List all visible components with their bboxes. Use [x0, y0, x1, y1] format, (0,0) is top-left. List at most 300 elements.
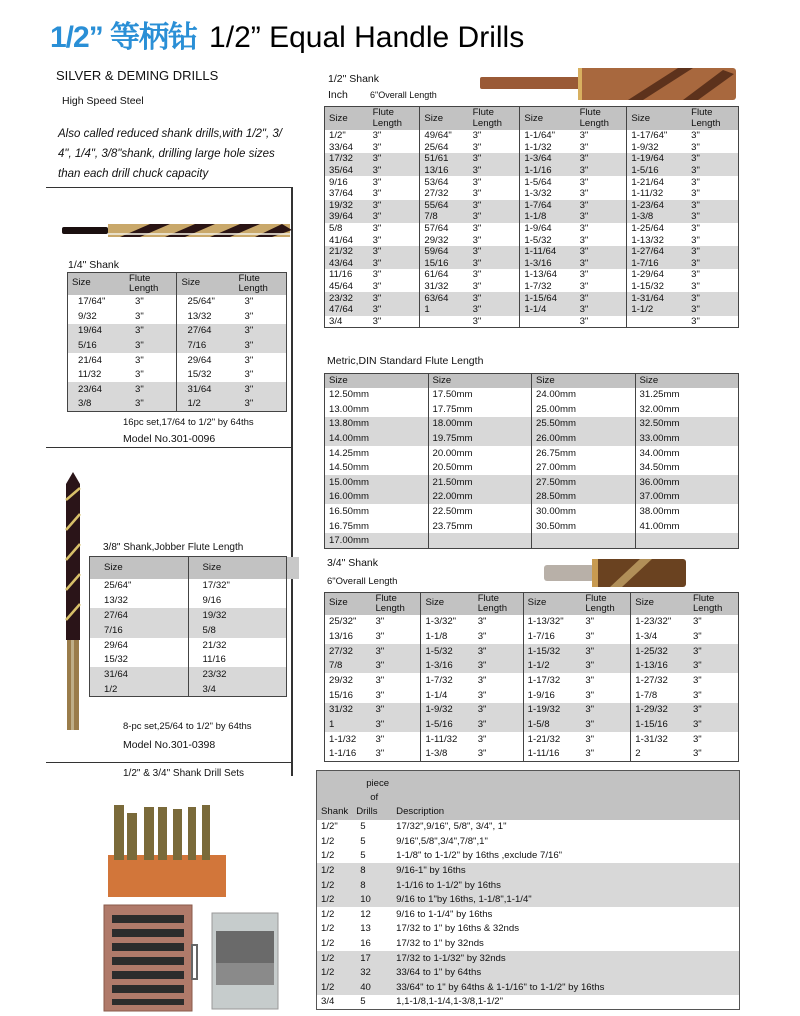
table-cell: [520, 316, 576, 328]
table-cell: [420, 316, 469, 328]
table-cell: 1: [325, 717, 372, 732]
table-cell: 1-3/4: [631, 629, 689, 644]
table-row: [317, 878, 740, 893]
table-cell: 3": [477, 748, 487, 760]
table-cell: 3": [687, 292, 738, 304]
table-cell: 3": [579, 234, 589, 246]
table-row: [325, 659, 739, 674]
table-cell: 31/32: [420, 281, 469, 293]
table-cell: 1-29/32: [631, 703, 689, 718]
table-cell: 13.80mm: [325, 417, 429, 432]
table-cell: 45/64: [329, 281, 354, 293]
table-cell: 13/16: [420, 165, 469, 177]
table-cell: 1-7/64: [520, 200, 576, 212]
table-cell: 3": [691, 281, 700, 293]
table-cell: 1/2: [317, 863, 353, 878]
table-cell: 55/64: [420, 200, 469, 212]
table-cell: 1-1/4: [421, 688, 474, 703]
header-part: piece: [366, 777, 390, 789]
table-row: [325, 281, 739, 293]
metric-table: [324, 373, 739, 549]
three-quarter-shank-drill-image: [540, 556, 690, 590]
table-cell: 13/32: [177, 309, 235, 324]
table-cell: 1-19/32: [523, 703, 581, 718]
table-cell: 34.50mm: [635, 460, 739, 475]
table-cell: 33.00mm: [635, 431, 739, 446]
table-cell: 1-23/32": [631, 615, 689, 630]
table-cell: 3": [372, 176, 382, 188]
table-cell: 1/2: [177, 397, 235, 412]
table-cell: 1-31/64: [627, 292, 687, 304]
table-row: [325, 475, 739, 490]
table-cell: 19/32: [325, 200, 369, 212]
table-cell: 1/2: [317, 951, 353, 966]
table-cell: 1-17/32: [523, 673, 581, 688]
table-cell: 3": [372, 188, 382, 200]
table-cell: 31/64: [90, 667, 189, 682]
table-cell: 43/64: [325, 258, 369, 270]
table-row: [90, 593, 287, 608]
table-cell: 31.25mm: [635, 388, 739, 403]
table-row: [325, 490, 739, 505]
table-row: [325, 130, 739, 142]
table-cell: 37/64: [329, 188, 354, 200]
table-row: [325, 388, 739, 403]
table-cell: 3": [689, 703, 739, 718]
table-cell: 7/8: [420, 211, 469, 223]
table-row: [317, 892, 740, 907]
table-cell: 1-1/32: [329, 733, 357, 745]
table-cell: 3": [585, 689, 595, 701]
table-cell: 3": [244, 354, 254, 366]
header-band: [287, 557, 299, 579]
table-row: [68, 367, 287, 382]
table-cell: 3": [375, 748, 385, 760]
table-cell: 3/4: [188, 682, 287, 697]
three-quarter-shank-title: 3/4" Shank: [327, 557, 379, 569]
table-row: [90, 579, 287, 594]
table-cell: 1-13/16: [631, 659, 689, 674]
table-cell: 3": [135, 369, 144, 381]
table-cell: 27/64: [90, 608, 189, 623]
table-cell: 1/2: [317, 980, 353, 995]
table-cell: 8: [352, 863, 393, 878]
table-cell: 7/8: [325, 659, 372, 674]
quarter-shank-table: [67, 272, 287, 412]
table-row: [325, 519, 739, 534]
table-row: [317, 965, 740, 980]
drill-sets-image: [100, 795, 310, 1015]
table-cell: 3/8: [68, 397, 126, 412]
table-cell: 7/16: [177, 338, 235, 353]
table-cell: 3": [691, 141, 700, 153]
table-cell: 16.50mm: [329, 506, 369, 518]
col-header: Size: [631, 593, 689, 615]
table-cell: 1-1/64": [520, 130, 576, 142]
header-part: Drills: [356, 805, 378, 817]
col-header: Size: [523, 593, 581, 615]
table-cell: 3": [576, 165, 627, 177]
table-cell: 3": [576, 211, 627, 223]
table-cell: 19/32: [188, 608, 287, 623]
col-header: Shank: [317, 771, 353, 820]
divider: [46, 447, 292, 448]
col-header: Size: [520, 107, 576, 131]
table-cell: 34.00mm: [635, 446, 739, 461]
table-cell: 17/32 to 1" by 16ths & 32nds: [396, 923, 520, 935]
table-cell: 3": [579, 130, 589, 142]
table-cell: 3": [375, 689, 385, 701]
table-cell: 3": [691, 315, 700, 327]
table-cell: 3": [469, 246, 520, 258]
table-cell: 8: [352, 878, 393, 893]
table-cell: 3": [581, 644, 630, 659]
table-cell: 25/64": [104, 580, 132, 592]
table-cell: 3": [469, 292, 520, 304]
table-cell: 3": [372, 223, 382, 235]
col-header: Flute Length: [687, 107, 738, 131]
table-cell: 13: [360, 923, 371, 935]
table-row: [317, 820, 740, 835]
table-cell: 1/2: [317, 965, 353, 980]
table-cell: 1-15/16: [631, 717, 689, 732]
table-cell: 15.00mm: [325, 475, 429, 490]
table-row: [317, 936, 740, 951]
table-cell: 3": [235, 324, 287, 339]
table-cell: 1-23/64: [627, 200, 687, 212]
table-cell: 49/64": [420, 130, 469, 142]
col-header: Flute Length: [371, 593, 420, 615]
table-cell: 1-1/2: [627, 304, 687, 316]
page-title-cn: 1/2” 等柄钻: [50, 21, 198, 54]
table-cell: 24.00mm: [532, 388, 636, 403]
table-cell: 1-7/32: [421, 673, 474, 688]
table-cell: 1-11/16: [523, 747, 581, 762]
table-cell: 17/32",9/16", 5/8", 3/4", 1": [396, 821, 507, 833]
table-cell: 3": [472, 176, 482, 188]
table-cell: 3": [369, 292, 420, 304]
table-cell: 12: [360, 908, 371, 920]
table-cell: 1-7/16: [523, 629, 581, 644]
table-cell: 3": [474, 703, 523, 718]
table-row: [325, 417, 739, 432]
table-row: [325, 644, 739, 659]
table-cell: 13/32: [104, 595, 129, 607]
quarter-shank-title: 1/4" Shank: [68, 259, 120, 271]
table-cell: 1/2: [321, 938, 335, 950]
table-cell: 32: [352, 965, 393, 980]
drill-sets-table: [316, 770, 740, 1010]
table-cell: 1-1/16: [329, 748, 357, 760]
table-row: [325, 732, 739, 747]
table-cell: 36.00mm: [635, 475, 739, 490]
table-cell: 25/32": [329, 616, 357, 628]
table-cell: 3": [474, 644, 523, 659]
table-cell: 3": [372, 315, 382, 327]
table-cell: 30.50mm: [532, 519, 636, 534]
table-cell: 3": [581, 703, 630, 718]
table-cell: 16.00mm: [325, 490, 429, 505]
table-cell: 22.00mm: [428, 490, 532, 505]
table-cell: 19.75mm: [428, 431, 532, 446]
col-header: Flute Length: [369, 107, 420, 131]
table-cell: 21/32: [188, 638, 287, 653]
table-row: [325, 402, 739, 417]
table-row: [68, 338, 287, 353]
table-cell: 3/4: [329, 315, 343, 327]
table-cell: 20.50mm: [428, 460, 532, 475]
table-cell: 1-9/16: [523, 688, 581, 703]
table-cell: 3": [692, 748, 702, 760]
table-cell: 11/16: [329, 269, 353, 281]
table-cell: 9/16 to 1-1/4" by 16ths: [396, 908, 493, 920]
table-row: [90, 682, 287, 697]
table-cell: 3": [474, 659, 523, 674]
table-cell: 3": [375, 733, 385, 745]
table-cell: 3": [369, 153, 420, 165]
table-cell: 1-9/32: [627, 142, 687, 154]
table-cell: 1-5/32: [520, 234, 576, 246]
table-cell: 3": [371, 644, 420, 659]
table-cell: 5/8: [329, 223, 343, 235]
table-row: [325, 223, 739, 235]
table-cell: 1-1/16: [520, 165, 576, 177]
half-shank-title: 1/2" Shank: [328, 73, 380, 85]
table-cell: 3": [469, 304, 520, 316]
table-cell: 3": [372, 281, 382, 293]
table-cell: 1-11/32: [421, 732, 474, 747]
table-cell: 3": [369, 246, 420, 258]
table-row: [325, 165, 739, 177]
table-cell: 1-5/32: [421, 644, 474, 659]
table-cell: 3": [369, 211, 420, 223]
col-header: Size: [532, 374, 636, 388]
metric-title: Metric,DIN Standard Flute Length: [327, 355, 484, 367]
table-cell: 1-29/64: [627, 269, 687, 281]
table-cell: 27.50mm: [532, 475, 636, 490]
col-header: Size: [177, 273, 235, 295]
table-cell: 25/64: [420, 142, 469, 154]
brand-heading: SILVER & DEMING DRILLS: [56, 68, 219, 83]
table-cell: 47/64: [325, 304, 369, 316]
table-cell: 3": [472, 130, 482, 142]
col-header: Size: [627, 107, 687, 131]
table-cell: 3": [687, 304, 738, 316]
col-header: Size: [428, 374, 532, 388]
table-cell: 3": [687, 211, 738, 223]
table-cell: 61/64: [420, 269, 469, 281]
table-cell: 3": [135, 310, 144, 322]
half-shank-table: [324, 106, 739, 328]
table-cell: 3": [472, 315, 482, 327]
table-row: [325, 446, 739, 461]
col-header: Flute Length: [474, 593, 523, 615]
table-cell: 3": [692, 689, 702, 701]
table-cell: 59/64: [420, 246, 469, 258]
table-row: [325, 688, 739, 703]
table-cell: 3": [576, 246, 627, 258]
divider: [291, 187, 293, 776]
quarter-shank-model: Model No.301-0096: [123, 433, 216, 445]
col-header: Flute Length: [581, 593, 630, 615]
table-row: [325, 703, 739, 718]
table-cell: 21/32: [325, 246, 369, 258]
table-cell: 1-13/64: [520, 269, 576, 281]
table-cell: 3": [576, 304, 627, 316]
table-cell: 3": [244, 310, 254, 322]
table-cell: 3": [472, 269, 482, 281]
table-cell: 1-5/8: [523, 717, 581, 732]
three-quarter-shank-overall-length: 6"Overall Length: [327, 576, 398, 587]
table-cell: 1-3/8: [421, 747, 474, 762]
table-cell: 14.50mm: [329, 462, 369, 474]
table-cell: 3": [579, 315, 589, 327]
col-header: Size: [421, 593, 474, 615]
page-title-en: 1/2” Equal Handle Drills: [209, 21, 525, 54]
table-cell: 1-21/64: [627, 176, 687, 188]
table-cell: 3": [369, 258, 420, 270]
table-row: [317, 980, 740, 995]
table-cell: 31/64: [177, 382, 235, 397]
table-cell: 1-13/32: [627, 234, 687, 246]
table-cell: 7/16: [90, 623, 189, 638]
three-eighth-shank-set-note: 8-pc set,25/64 to 1/2" by 64ths: [123, 721, 252, 732]
table-cell: 3": [692, 616, 702, 628]
table-row: [317, 907, 740, 922]
table-cell: 1-15/32: [627, 281, 687, 293]
table-cell: 1/2: [90, 682, 189, 697]
table-cell: 3": [369, 165, 420, 177]
table-cell: 1-5/16: [627, 165, 687, 177]
table-cell: 53/64: [420, 176, 469, 188]
col-header: Flute Length: [576, 107, 627, 131]
table-cell: 3": [235, 397, 287, 412]
description-line: Also called reduced shank drills,with 1/2", 3/: [58, 128, 282, 140]
table-cell: 17.00mm: [325, 533, 429, 548]
table-cell: 3": [579, 141, 589, 153]
table-cell: 3": [369, 200, 420, 212]
table-cell: [428, 533, 532, 548]
col-header: Size: [325, 107, 369, 131]
table-cell: 3": [691, 188, 700, 200]
table-row: [325, 717, 739, 732]
table-cell: 19/64: [68, 324, 126, 339]
table-cell: 3": [472, 188, 482, 200]
table-cell: 51/61: [420, 153, 469, 165]
table-row: [317, 834, 740, 849]
table-cell: 17: [352, 951, 393, 966]
table-row: [317, 849, 740, 864]
table-cell: 25/64": [177, 295, 235, 310]
table-cell: 1-15/64: [520, 292, 576, 304]
table-cell: 1/2": [329, 130, 346, 142]
table-cell: 26.75mm: [532, 446, 636, 461]
table-cell: 16: [360, 938, 371, 950]
table-cell: 1-15/32: [523, 644, 581, 659]
table-cell: 29/32: [329, 675, 354, 687]
table-cell: 3": [235, 338, 287, 353]
table-cell: 3": [579, 176, 589, 188]
table-cell: 3": [576, 153, 627, 165]
table-cell: 3": [691, 176, 700, 188]
table-row: [325, 269, 739, 281]
table-cell: 27/32: [420, 188, 469, 200]
table-cell: 15/16: [420, 258, 469, 270]
drill-sets-title: 1/2" & 3/4" Shank Drill Sets: [123, 768, 245, 779]
table-cell: 9/16: [188, 593, 287, 608]
table-cell: 3": [585, 748, 595, 760]
table-cell: 15/32: [104, 654, 129, 666]
table-cell: 13/16: [329, 631, 354, 643]
table-cell: 3": [477, 631, 487, 643]
table-row: [68, 324, 287, 339]
table-cell: 29/32: [420, 234, 469, 246]
table-cell: 27/64: [177, 324, 235, 339]
table-cell: 3": [375, 631, 385, 643]
table-cell: 1-3/32": [421, 615, 474, 630]
table-cell: 3": [692, 631, 702, 643]
table-cell: 3": [576, 292, 627, 304]
table-cell: 3": [477, 689, 487, 701]
table-cell: 29/64: [177, 353, 235, 368]
table-cell: 3": [469, 165, 520, 177]
table-cell: 5/16: [68, 338, 126, 353]
table-cell: 3": [375, 616, 385, 628]
table-cell: 1-3/32: [520, 188, 576, 200]
table-cell: 3": [371, 659, 420, 674]
table-cell: 1-7/32: [520, 281, 576, 293]
table-cell: 3": [585, 675, 595, 687]
table-row: [325, 316, 739, 328]
intro-description: [58, 124, 282, 184]
table-cell: 3": [372, 234, 382, 246]
table-cell: 13.00mm: [329, 403, 369, 415]
table-row: [90, 608, 287, 623]
table-cell: 10: [352, 892, 393, 907]
table-cell: 57/64: [420, 223, 469, 235]
table-cell: 1/2: [321, 923, 335, 935]
table-cell: 3": [472, 141, 482, 153]
col-header: Description: [393, 771, 739, 820]
col-header: Size: [68, 273, 126, 295]
table-cell: 41.00mm: [635, 519, 739, 534]
table-row: [325, 188, 739, 200]
table-cell: 3": [375, 675, 385, 687]
table-cell: 1-9/64: [520, 223, 576, 235]
table-cell: 3": [576, 200, 627, 212]
table-cell: 3": [585, 616, 595, 628]
col-header: Size: [188, 557, 287, 579]
table-cell: 3": [579, 281, 589, 293]
table-cell: 17.75mm: [428, 402, 532, 417]
table-cell: 5: [360, 821, 366, 833]
table-cell: 3": [244, 296, 254, 308]
table-cell: 3": [689, 644, 739, 659]
table-cell: 1-27/64: [627, 246, 687, 258]
table-cell: 3": [687, 153, 738, 165]
half-shank-unit: Inch: [328, 89, 348, 101]
three-quarter-shank-table: [324, 592, 739, 762]
table-cell: 3": [469, 258, 520, 270]
quarter-shank-drill-image: [60, 218, 296, 242]
col-header: Flute Length: [689, 593, 739, 615]
table-cell: 11/32: [78, 369, 102, 381]
table-cell: 29/64: [104, 639, 129, 651]
table-cell: 23/32: [325, 292, 369, 304]
table-cell: 1/2: [321, 850, 335, 862]
table-cell: 1-1/2: [523, 659, 581, 674]
table-cell: 35/64: [325, 165, 369, 177]
